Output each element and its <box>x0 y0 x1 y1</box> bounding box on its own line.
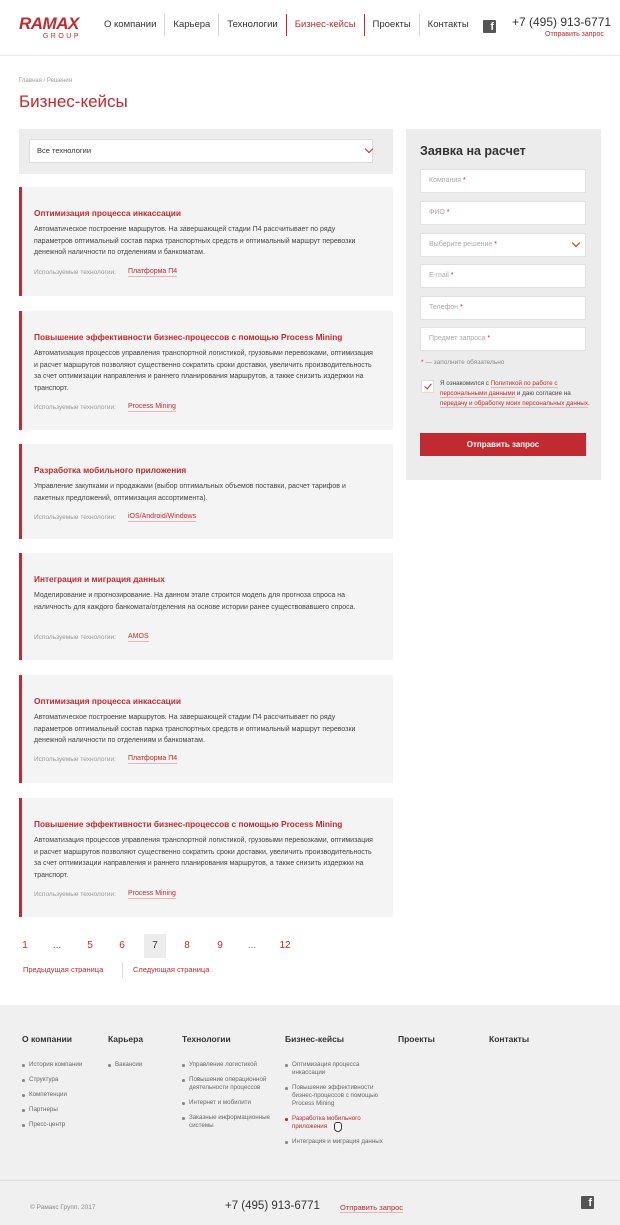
logo[interactable] <box>19 16 83 41</box>
nav-item-career[interactable]: Карьера <box>164 14 218 36</box>
nav-item-business-cases[interactable]: Бизнес-кейсы <box>286 14 365 36</box>
required-marker: * <box>460 304 463 311</box>
footer-divider <box>0 1180 620 1181</box>
nav-item-projects[interactable]: Проекты <box>372 19 411 30</box>
footer-list <box>22 1061 92 1129</box>
nav-item-contacts[interactable]: Контакты <box>419 14 477 36</box>
required-marker: * <box>450 272 454 279</box>
footer-link[interactable]: Вакансии <box>108 1061 168 1069</box>
facebook-icon[interactable]: f <box>581 1196 594 1209</box>
case-card <box>19 675 393 783</box>
footer-link[interactable]: Повышение эффективности бизнес-процессов с помощью Process Mining <box>285 1084 389 1108</box>
case-description: Автоматизация процессов управления транспортной логистикой, грузовыми перевозками, оптимизация и расчет маршрутов позволяют существенно сократить сроки доставки, увеличить производительность за счет оптимизации направления и раннего планирования маршрутов, а также снизить издержки на транспорт. <box>34 350 373 392</box>
header-request-link[interactable]: Отправить запрос <box>545 31 604 38</box>
footer-column-business-cases <box>285 1034 389 1153</box>
case-tech-link[interactable]: iOS/Android/Windows <box>128 513 197 520</box>
footer-link[interactable]: Оптимизация процесса инкассации <box>285 1061 389 1077</box>
consent-middle: и даю согласие на <box>515 389 571 397</box>
form-title: Заявка на расчет <box>420 144 526 158</box>
consent-prefix: Я ознакомился с <box>440 380 491 387</box>
footer-column-projects <box>398 1034 435 1061</box>
required-note-text: — заполните обязательно <box>423 359 505 366</box>
logo-sub-text: GROUP <box>42 33 81 40</box>
case-description: Автоматическое построение маршрутов. На завершающей стадии П4 рассчитывает по ряду параметров оптимальный состав парка транспортных средств и оптимальный маршрут перевозки денежной наличности по отделениям и банкоматам. <box>34 226 356 256</box>
data-processing-link[interactable]: передачу и обработку моих персональных данных <box>440 399 588 407</box>
page-link[interactable]: 1 <box>22 940 28 951</box>
case-tech-link[interactable]: Process Mining <box>128 403 176 410</box>
technology-filter-value: Все технологии <box>37 146 92 155</box>
case-description: Автоматическое построение маршрутов. На завершающей стадии П4 рассчитывает по ряду параметров оптимальный состав парка транспортных средств и оптимальный маршрут перевозки денежной наличности по отделениям и банкоматам. <box>34 714 356 744</box>
case-title[interactable]: Повышение эффективности бизнес-процессов с помощью Process Mining <box>34 332 343 342</box>
request-form <box>406 129 601 480</box>
footer-link[interactable]: Заказные информационные системы <box>182 1114 278 1130</box>
required-marker: * <box>446 209 450 216</box>
pagination-divider <box>122 962 123 978</box>
page-link[interactable]: 5 <box>87 940 93 951</box>
footer-link[interactable]: Партнеры <box>22 1106 92 1114</box>
consent-checkbox[interactable] <box>421 380 434 393</box>
case-description: Управление закупками и продажами (выбор оптимальных объемов поставки, расчет тарифов и пакетных предложений, оптимизация ассортимента). <box>34 483 346 502</box>
footer-link[interactable]: Структура <box>22 1076 92 1084</box>
footer-link[interactable]: Интернет и мобилити <box>182 1099 278 1107</box>
case-tech-label: Используемые технологии: <box>34 634 116 641</box>
required-marker: * <box>487 335 491 342</box>
footer-heading[interactable]: О компании <box>22 1034 72 1044</box>
page-link[interactable]: 6 <box>119 940 125 951</box>
footer-heading[interactable]: Проекты <box>398 1034 435 1044</box>
page-link[interactable]: 8 <box>184 940 190 951</box>
hand-cursor-icon <box>334 1122 342 1132</box>
breadcrumb-current: Решения <box>46 78 72 84</box>
consent-text <box>440 379 590 408</box>
case-title[interactable]: Оптимизация процесса инкассации <box>34 696 181 706</box>
footer-heading[interactable]: Технологии <box>182 1034 231 1044</box>
main-nav <box>96 14 477 36</box>
nav-item-about[interactable]: О компании <box>104 19 157 30</box>
case-description: Автоматизация процессов управления транспортной логистикой, грузовыми перевозками, оптимизация и расчет маршрутов позволяют существенно сократить сроки доставки, увеличить производительность за счет оптимизации направления и раннего планирования маршрутов, а также снизить издержки на транспорт. <box>34 837 373 879</box>
case-tech-link[interactable]: Process Mining <box>128 890 176 897</box>
company-placeholder: Компания <box>429 177 462 184</box>
breadcrumb <box>19 78 72 84</box>
case-tech-label: Используемые технологии: <box>34 891 116 898</box>
case-tech-link[interactable]: Платформа П4 <box>128 268 178 275</box>
company-field[interactable] <box>420 169 586 193</box>
footer-link[interactable]: Интеграция и миграция данных <box>285 1138 389 1146</box>
case-card <box>19 798 393 917</box>
next-page-link[interactable]: Следующая страница <box>133 965 210 974</box>
privacy-policy-link[interactable]: Политикой по работе с персональными данными <box>440 380 558 397</box>
footer-link[interactable]: Повышение операционной деятельности процессов <box>182 1076 278 1092</box>
email-placeholder: E-mail <box>429 272 449 279</box>
case-title[interactable]: Интеграция и миграция данных <box>34 574 165 584</box>
footer-link[interactable]: История компании <box>22 1061 92 1069</box>
chevron-down-icon <box>572 239 580 247</box>
page-link[interactable]: 9 <box>217 940 223 951</box>
footer-link[interactable]: Управление логистикой <box>182 1061 278 1069</box>
breadcrumb-separator: / <box>43 78 46 84</box>
case-title[interactable]: Оптимизация процесса инкассации <box>34 208 181 218</box>
case-tech-link[interactable]: AMOS <box>128 633 149 640</box>
required-note-star: * <box>421 359 424 366</box>
request-subject-placeholder: Предмет запроса <box>429 335 486 342</box>
case-card <box>19 444 393 539</box>
footer-link[interactable]: Пресс-центр <box>22 1121 92 1129</box>
logo-main-text: RAMAX <box>19 14 79 33</box>
breadcrumb-home[interactable]: Главная <box>19 78 42 84</box>
phone-placeholder: Телефон <box>429 304 459 311</box>
case-title[interactable]: Разработка мобильного приложения <box>34 465 187 475</box>
footer-link-active[interactable]: Разработка мобильного приложения <box>285 1115 389 1131</box>
footer-phone: +7 (495) 913-6771 <box>225 1200 320 1212</box>
footer-heading[interactable]: Карьера <box>108 1034 144 1044</box>
request-subject-field[interactable] <box>420 327 586 351</box>
page-ellipsis: ... <box>247 940 257 951</box>
phone-field[interactable] <box>420 296 586 320</box>
case-card <box>19 553 393 660</box>
required-marker: * <box>463 177 466 184</box>
facebook-icon[interactable]: f <box>483 20 496 33</box>
footer-column-contacts <box>489 1034 529 1061</box>
case-card <box>19 187 393 296</box>
required-note <box>421 359 504 366</box>
solution-select[interactable] <box>420 233 586 257</box>
solution-placeholder: Выберите решение <box>429 241 493 248</box>
copyright: © Рамакс Групп, 2017 <box>30 1204 96 1211</box>
case-tech-label: Используемые технологии: <box>34 269 116 276</box>
chevron-down-icon <box>365 145 373 153</box>
page-link[interactable]: 12 <box>279 940 291 951</box>
footer-link[interactable]: Компетенции <box>22 1091 92 1099</box>
footer-column-career <box>108 1034 168 1076</box>
footer-request-link[interactable]: Отправить запрос <box>340 1203 404 1212</box>
footer-heading[interactable]: Бизнес-кейсы <box>285 1034 345 1044</box>
case-tech-link[interactable]: Платформа П4 <box>128 755 178 762</box>
consent-suffix: . <box>587 399 590 407</box>
site-footer <box>0 1005 620 1225</box>
case-title[interactable]: Повышение эффективности бизнес-процессов с помощью Process Mining <box>34 819 343 829</box>
case-description: Моделирование и прогнозирование. На данном этапе строится модель для прогноза спроса на наличность для каждого банкомата/отделения на основе истории ранее существовавшего спроса. <box>34 592 356 611</box>
full-name-placeholder: ФИО <box>429 209 445 216</box>
checkmark-icon <box>424 382 432 390</box>
page-ellipsis: ... <box>52 940 62 951</box>
technology-filter-select[interactable] <box>29 139 373 163</box>
case-tech-label: Используемые технологии: <box>34 756 116 763</box>
footer-column-about <box>22 1034 92 1136</box>
header-phone: +7 (495) 913-6771 <box>512 15 612 29</box>
nav-item-technologies[interactable]: Технологии <box>218 14 285 36</box>
footer-column-technologies <box>182 1034 278 1137</box>
technology-filter-panel <box>19 129 393 174</box>
case-card <box>19 311 393 430</box>
case-tech-label: Используемые технологии: <box>34 404 116 411</box>
footer-heading[interactable]: Контакты <box>489 1034 530 1044</box>
email-field[interactable] <box>420 264 586 288</box>
required-marker: * <box>494 241 497 248</box>
submit-request-button[interactable]: Отправить запрос <box>420 433 586 456</box>
previous-page-link[interactable]: Предыдущая страница <box>23 965 104 974</box>
page-title: Бизнес-кейсы <box>19 92 128 111</box>
site-header <box>0 0 620 56</box>
case-tech-label: Используемые технологии: <box>34 514 116 521</box>
page-current[interactable]: 7 <box>144 934 166 958</box>
full-name-field[interactable] <box>420 201 586 225</box>
